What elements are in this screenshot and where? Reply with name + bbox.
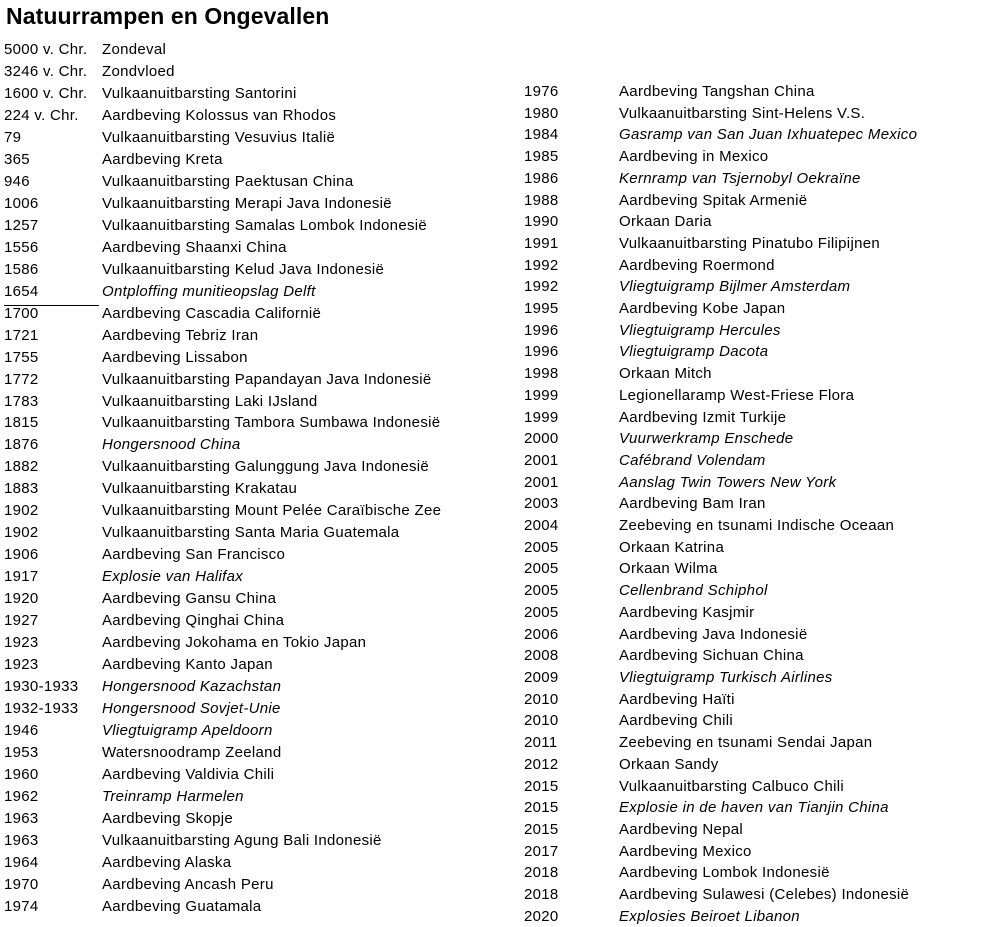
event-year: 2003 bbox=[524, 495, 559, 513]
event-year: 1876 bbox=[4, 436, 39, 454]
event-description: Vulkaanuitbarsting Vesuvius Italië bbox=[102, 128, 336, 146]
event-description: Ontploffing munitieopslag Delft bbox=[102, 282, 316, 300]
event-year: 2001 bbox=[524, 451, 559, 469]
event-year: 2004 bbox=[524, 517, 559, 535]
event-description: Aardbeving Bam Iran bbox=[619, 495, 766, 513]
event-description: Explosie in de haven van Tianjin China bbox=[619, 799, 889, 817]
event-description: Aardbeving Kreta bbox=[102, 150, 223, 168]
event-year: 1995 bbox=[524, 300, 559, 318]
event-description: Zondeval bbox=[102, 41, 167, 58]
event-year: 2020 bbox=[524, 907, 559, 925]
event-year: 1984 bbox=[524, 126, 559, 144]
event-year: 1257 bbox=[4, 216, 39, 234]
event-year: 1006 bbox=[4, 194, 39, 212]
event-year: 1902 bbox=[4, 502, 39, 520]
event-year: 1654 bbox=[4, 282, 39, 300]
event-year: 1755 bbox=[4, 348, 39, 366]
event-year: 1953 bbox=[4, 744, 39, 761]
event-year: 2008 bbox=[524, 647, 559, 665]
event-year: 1917 bbox=[4, 568, 39, 586]
event-year: 1923 bbox=[4, 634, 39, 652]
event-description: Aardbeving in Mexico bbox=[619, 148, 769, 166]
event-year: 1902 bbox=[4, 524, 39, 542]
event-year: 1964 bbox=[4, 853, 39, 871]
event-description: Aardbeving Roermond bbox=[619, 256, 775, 274]
event-year: 2010 bbox=[524, 690, 559, 708]
event-year: 1991 bbox=[524, 234, 559, 252]
event-year: 1988 bbox=[524, 191, 559, 209]
event-description: Vliegtuigramp Apeldoorn bbox=[102, 722, 273, 740]
event-description: Explosies Beiroet Libanon bbox=[619, 907, 800, 925]
event-year: 1927 bbox=[4, 612, 39, 630]
event-description: Vliegtuigramp Turkisch Airlines bbox=[619, 668, 833, 686]
event-year: 1960 bbox=[4, 765, 39, 783]
event-description: Aardbeving Nepal bbox=[619, 820, 744, 838]
event-description: Vuurwerkramp Enschede bbox=[619, 430, 794, 448]
event-year: 1962 bbox=[4, 787, 39, 805]
event-year: 1999 bbox=[524, 408, 559, 426]
event-description: Hongersnood Sovjet-Unie bbox=[102, 700, 281, 718]
event-year: 1721 bbox=[4, 326, 39, 344]
event-description: Vulkaanuitbarsting Kelud Java Indonesië bbox=[102, 260, 385, 278]
event-year: 2000 bbox=[524, 430, 559, 448]
event-description: Aardbeving Kobe Japan bbox=[619, 300, 786, 318]
event-description: Vulkaanuitbarsting Mount Pelée Caraïbische Zee bbox=[102, 502, 442, 520]
event-year: 1996 bbox=[524, 343, 559, 361]
event-description: Aardbeving Cascadia Californië bbox=[102, 304, 322, 322]
event-description: Aardbeving Kanto Japan bbox=[102, 656, 273, 674]
event-year: 1996 bbox=[524, 321, 559, 339]
event-description: Zeebeving en tsunami Sendai Japan bbox=[619, 734, 873, 752]
event-description: Watersnoodramp Zeeland bbox=[102, 744, 282, 761]
event-description: Vulkaanuitbarsting Santorini bbox=[102, 84, 297, 102]
event-year: 2018 bbox=[524, 864, 559, 882]
event-year: 1946 bbox=[4, 722, 39, 740]
event-year: 1930-1933 bbox=[4, 678, 79, 696]
event-description: Vulkaanuitbarsting Calbuco Chili bbox=[619, 777, 844, 795]
event-year: 1992 bbox=[524, 278, 559, 296]
event-description: Aardbeving Mexico bbox=[619, 842, 752, 860]
event-description: Gasramp van San Juan Ixhuatepec Mexico bbox=[619, 126, 918, 144]
event-description: Explosie van Halifax bbox=[102, 568, 244, 586]
event-description: Hongersnood Kazachstan bbox=[102, 678, 282, 696]
event-description: Aardbeving Sichuan China bbox=[619, 647, 804, 665]
event-year: 1783 bbox=[4, 392, 39, 410]
event-description: Legionellaramp West-Friese Flora bbox=[619, 386, 855, 404]
event-year: 1985 bbox=[524, 148, 559, 166]
event-year: 5000 v. Chr. bbox=[4, 41, 88, 58]
event-year: 1963 bbox=[4, 831, 39, 849]
event-year: 1923 bbox=[4, 656, 39, 674]
event-year: 1980 bbox=[524, 104, 559, 122]
event-year: 2005 bbox=[524, 560, 559, 578]
event-description: Orkaan Sandy bbox=[619, 755, 719, 773]
event-year: 1963 bbox=[4, 809, 39, 827]
event-description: Orkaan Katrina bbox=[619, 538, 725, 556]
event-description: Aardbeving Gansu China bbox=[102, 590, 277, 608]
event-description: Kernramp van Tsjernobyl Oekraïne bbox=[619, 169, 861, 187]
event-description: Orkaan Mitch bbox=[619, 365, 712, 383]
event-description: Cellenbrand Schiphol bbox=[619, 582, 768, 600]
event-description: Aardbeving Tebriz Iran bbox=[102, 326, 259, 344]
event-description: Vulkaanuitbarsting Sint-Helens V.S. bbox=[619, 104, 866, 122]
event-description: Zeebeving en tsunami Indische Oceaan bbox=[619, 517, 895, 535]
event-description: Vulkaanuitbarsting Pinatubo Filipijnen bbox=[619, 234, 881, 252]
event-year: 1906 bbox=[4, 546, 39, 564]
event-year: 1882 bbox=[4, 458, 39, 476]
event-description: Aardbeving Alaska bbox=[102, 853, 232, 871]
event-year: 2006 bbox=[524, 625, 559, 643]
event-year: 1999 bbox=[524, 386, 559, 404]
event-description: Vulkaanuitbarsting Samalas Lombok Indonesië bbox=[102, 216, 428, 234]
event-description: Aardbeving San Francisco bbox=[102, 546, 286, 564]
event-description: Vulkaanuitbarsting Santa Maria Guatemala bbox=[102, 524, 400, 542]
event-year: 2005 bbox=[524, 582, 559, 600]
event-description: Vliegtuigramp Bijlmer Amsterdam bbox=[619, 278, 851, 296]
event-year: 1986 bbox=[524, 169, 559, 187]
event-description: Orkaan Daria bbox=[619, 213, 712, 231]
event-year: 224 v. Chr. bbox=[4, 106, 79, 124]
event-description: Aanslag Twin Towers New York bbox=[619, 473, 837, 491]
event-description: Vliegtuigramp Dacota bbox=[619, 343, 769, 361]
event-description: Aardbeving Lissabon bbox=[102, 348, 248, 366]
event-description: Cafébrand Volendam bbox=[619, 451, 766, 469]
event-description: Zondvloed bbox=[102, 62, 175, 80]
event-description: Treinramp Harmelen bbox=[102, 787, 244, 805]
event-description: Hongersnood China bbox=[102, 436, 241, 454]
event-description: Aardbeving Qinghai China bbox=[102, 612, 285, 630]
event-year: 1920 bbox=[4, 590, 39, 608]
event-year: 2005 bbox=[524, 603, 559, 621]
event-description: Vliegtuigramp Hercules bbox=[619, 321, 781, 339]
event-year: 2015 bbox=[524, 777, 559, 795]
event-year: 1586 bbox=[4, 260, 39, 278]
event-description: Vulkaanuitbarsting Krakatau bbox=[102, 480, 298, 498]
event-description: Vulkaanuitbarsting Merapi Java Indonesië bbox=[102, 194, 392, 212]
event-description: Aardbeving Lombok Indonesië bbox=[619, 864, 830, 882]
event-year: 2012 bbox=[524, 755, 559, 773]
event-description: Aardbeving Valdivia Chili bbox=[102, 765, 275, 783]
event-description: Aardbeving Haïti bbox=[619, 690, 735, 708]
event-year: 2005 bbox=[524, 538, 559, 556]
event-year: 946 bbox=[4, 172, 30, 190]
event-description: Vulkaanuitbarsting Agung Bali Indonesië bbox=[102, 831, 382, 849]
event-year: 2015 bbox=[524, 799, 559, 817]
event-description: Vulkaanuitbarsting Galunggung Java Indonesië bbox=[102, 458, 430, 476]
event-year: 1974 bbox=[4, 897, 39, 915]
event-description: Aardbeving Guatamala bbox=[102, 897, 262, 915]
page-title: Natuurrampen en Ongevallen bbox=[6, 3, 330, 29]
event-year: 2010 bbox=[524, 712, 559, 730]
event-year: 1556 bbox=[4, 238, 39, 256]
event-year: 2001 bbox=[524, 473, 559, 491]
event-year: 1883 bbox=[4, 480, 39, 498]
event-year: 1772 bbox=[4, 370, 39, 388]
event-year: 2015 bbox=[524, 820, 559, 838]
event-year: 2018 bbox=[524, 886, 559, 904]
event-year: 1998 bbox=[524, 365, 559, 383]
event-description: Orkaan Wilma bbox=[619, 560, 718, 578]
divider-line bbox=[4, 305, 99, 306]
event-description: Aardbeving Ancash Peru bbox=[102, 875, 274, 893]
event-description: Aardbeving Izmit Turkije bbox=[619, 408, 787, 426]
event-year: 2009 bbox=[524, 668, 559, 686]
event-description: Vulkaanuitbarsting Tambora Sumbawa Indonesië bbox=[102, 414, 441, 432]
event-year: 2017 bbox=[524, 842, 559, 860]
event-description: Vulkaanuitbarsting Papandayan Java Indonesië bbox=[102, 370, 432, 388]
event-year: 1815 bbox=[4, 414, 39, 432]
event-description: Aardbeving Shaanxi China bbox=[102, 238, 287, 256]
event-description: Aardbeving Sulawesi (Celebes) Indonesië bbox=[619, 886, 910, 904]
event-year: 1600 v. Chr. bbox=[4, 84, 88, 102]
event-description: Aardbeving Chili bbox=[619, 712, 734, 730]
event-description: Aardbeving Spitak Armenië bbox=[619, 191, 808, 209]
event-year: 1990 bbox=[524, 213, 559, 231]
event-description: Aardbeving Java Indonesië bbox=[619, 625, 808, 643]
event-year: 1700 bbox=[4, 304, 39, 322]
event-description: Aardbeving Skopje bbox=[102, 809, 234, 827]
event-description: Aardbeving Kasjmir bbox=[619, 603, 755, 621]
event-year: 3246 v. Chr. bbox=[4, 62, 88, 80]
event-year: 2011 bbox=[524, 734, 558, 752]
event-description: Vulkaanuitbarsting Paektusan China bbox=[102, 172, 354, 190]
event-year: 365 bbox=[4, 150, 30, 168]
event-year: 1932-1933 bbox=[4, 700, 79, 718]
event-description: Aardbeving Kolossus van Rhodos bbox=[102, 106, 337, 124]
event-year: 1976 bbox=[524, 83, 559, 100]
event-description: Aardbeving Tangshan China bbox=[619, 83, 815, 100]
event-description: Vulkaanuitbarsting Laki IJsland bbox=[102, 392, 318, 410]
event-year: 1970 bbox=[4, 875, 39, 893]
event-description: Aardbeving Jokohama en Tokio Japan bbox=[102, 634, 367, 652]
event-year: 1992 bbox=[524, 256, 559, 274]
event-year: 79 bbox=[4, 128, 22, 146]
